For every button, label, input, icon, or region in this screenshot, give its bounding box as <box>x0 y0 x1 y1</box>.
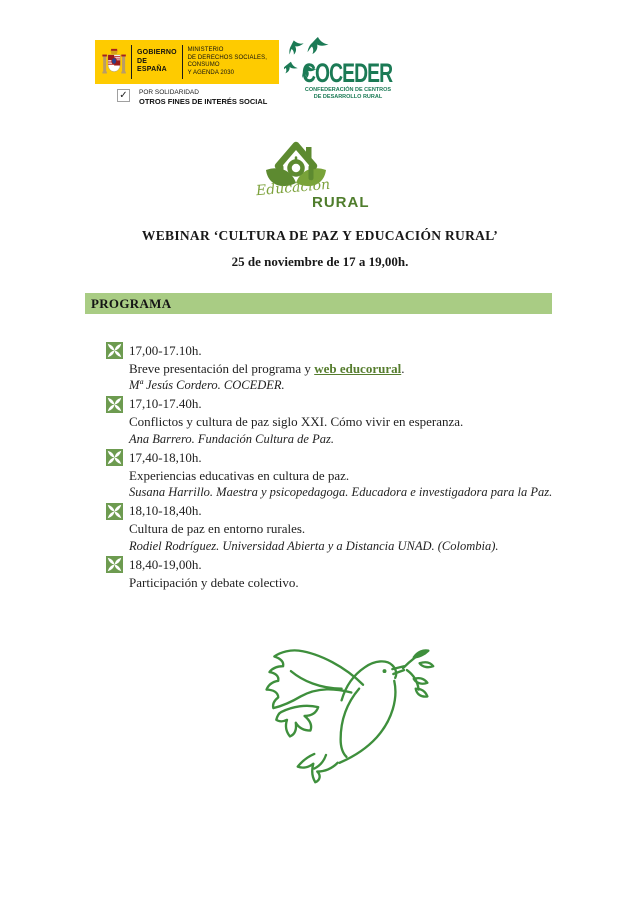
solidarity-line2: OTROS FINES DE INTERÉS SOCIAL <box>139 97 268 106</box>
leaf-tile-bullet-icon <box>106 556 123 573</box>
gobierno-espana-logo <box>95 40 279 84</box>
rural-wordmark: RURAL <box>312 194 370 211</box>
gobierno-line1: GOBIERNO <box>137 49 177 57</box>
leaf-tile-bullet-icon <box>106 342 123 359</box>
program-description <box>129 574 576 592</box>
ministerio-line3: Y AGENDA 2030 <box>187 69 235 76</box>
program-description <box>129 520 576 538</box>
program-item <box>106 556 576 609</box>
coceder-subtitle <box>298 87 398 100</box>
educacion-rural-logo <box>255 138 385 218</box>
program-time: 17,00-17.10h. <box>129 342 202 358</box>
program-description <box>129 467 576 485</box>
leaf-tile-bullet-icon <box>106 396 123 413</box>
program-time: 17,10-17.40h. <box>129 396 202 412</box>
program-description <box>129 360 576 378</box>
program-item <box>106 396 576 449</box>
program-list <box>106 342 576 610</box>
programa-section-header: PROGRAMA <box>85 293 552 314</box>
ministerio-line2: DE DERECHOS SOCIALES, CONSUMO <box>187 54 268 68</box>
program-item <box>106 342 576 395</box>
solidarity-claim <box>117 89 267 106</box>
program-description <box>129 413 576 431</box>
spain-coat-of-arms-icon <box>102 44 126 81</box>
leaf-tile-bullet-icon <box>106 503 123 520</box>
description-text: Conflictos y cultura de paz siglo XXI. Cómo vivir en esperanza. <box>129 414 464 429</box>
program-speaker: Ana Barrero. Fundación Cultura de Paz. <box>129 431 334 446</box>
program-item <box>106 503 576 556</box>
program-speaker <box>129 591 576 609</box>
peace-dove-illustration <box>248 636 443 791</box>
program-item <box>106 449 576 502</box>
checkmark-icon: ✓ <box>117 89 130 102</box>
coceder-subtitle-line2: DE DESARROLLO RURAL <box>313 93 383 100</box>
coceder-wordmark: COCEDER <box>302 59 393 89</box>
ministerio-name <box>188 47 279 77</box>
webinar-title: WEBINAR ‘CULTURA DE PAZ Y EDUCACIÓN RURAL’ <box>141 228 499 243</box>
program-time: 17,40-18,10h. <box>129 449 202 465</box>
gobierno-name <box>137 49 177 75</box>
program-speaker: Susana Harrillo. Maestra y psicopedagoga. Educadora e investigadora para la Paz. <box>129 485 553 499</box>
solidarity-line1: POR SOLIDARIDAD <box>139 89 199 96</box>
educacion-script-text: Educación <box>255 176 331 200</box>
description-text: Cultura de paz en entorno rurales. <box>129 521 306 536</box>
gobierno-line2: DE ESPAÑA <box>137 57 167 74</box>
program-speaker: Rodiel Rodríguez. Universidad Abierta y a Distancia UNAD. (Colombia). <box>129 538 499 553</box>
webinar-date: 25 de noviembre de 17 a 19,00h. <box>231 254 409 269</box>
web-educorural-link[interactable]: web educorural <box>314 360 402 376</box>
coceder-subtitle-line1: CONFEDERACIÓN DE CENTROS <box>304 87 392 93</box>
program-time: 18,10-18,40h. <box>129 503 202 519</box>
coceder-logo <box>285 36 397 106</box>
logo-divider <box>131 45 132 79</box>
description-text: Participación y debate colectivo. <box>129 574 299 590</box>
leaf-tile-bullet-icon <box>106 449 123 466</box>
description-text: Breve presentación del programa y <box>129 360 315 376</box>
description-text: Experiencias educativas en cultura de paz. <box>129 467 350 483</box>
logo-divider <box>182 45 183 79</box>
program-speaker: Mª Jesús Cordero. COCEDER. <box>129 378 285 392</box>
program-time: 18,40-19,00h. <box>129 556 202 572</box>
description-text-after: . <box>401 360 405 376</box>
ministerio-line1: MINISTERIO <box>187 47 224 53</box>
